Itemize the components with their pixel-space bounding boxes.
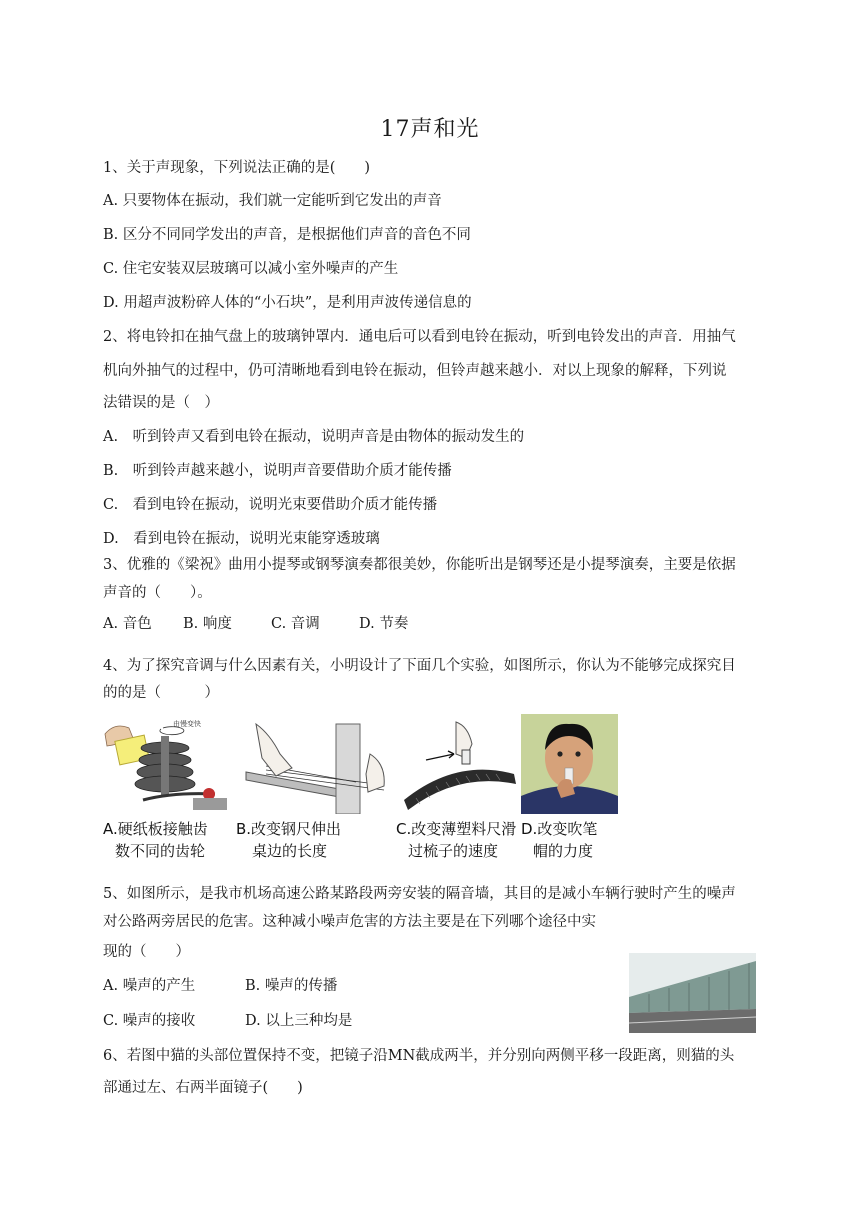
q2-stem-line-3: 法错误的是（ ）: [103, 395, 219, 411]
q2-option-d: D. 看到电铃在振动，说明光束能穿透玻璃: [103, 531, 380, 547]
gear-experiment-icon: [103, 714, 233, 814]
q4-figure-d-caption: D.改变吹笔 帽的力度: [521, 820, 598, 860]
q4-figure-b-caption: B.改变钢尺伸出 桌边的长度: [236, 820, 342, 860]
q4-figure-b: [236, 714, 396, 864]
q5-stem-line-1: 5、如图所示，是我市机场高速公路某路段两旁安装的隔音墙，其目的是减小车辆行驶时产生的噪声: [103, 886, 736, 902]
document-title: 17声和光: [380, 117, 480, 142]
q3-stem-line-2: 声音的（ ）。: [103, 585, 212, 601]
q4-figure-a-caption: A.硬纸板接触齿 数不同的齿轮: [103, 820, 208, 860]
q1-option-c: C. 住宅安装双层玻璃可以减小室外噪声的产生: [103, 261, 399, 277]
q1-stem: 1、关于声现象，下列说法正确的是( ): [103, 160, 371, 176]
q5-stem-line-3: 现的（ ）: [103, 944, 190, 960]
q2-option-c: C. 看到电铃在振动，说明光束要借助介质才能传播: [103, 497, 438, 513]
q2-option-b: B. 听到铃声越来越小，说明声音要借助介质才能传播: [103, 463, 452, 479]
comb-experiment-icon: [396, 714, 520, 814]
q3-option-c: C. 音调: [271, 616, 320, 632]
q3-option-d: D. 节奏: [359, 616, 409, 632]
sound-barrier-photo: [629, 953, 756, 1033]
q2-option-a: A. 听到铃声又看到电铃在振动，说明声音是由物体的振动发生的: [103, 429, 525, 445]
q3-options: [103, 614, 763, 634]
q5-stem-line-2: 对公路两旁居民的危害。这种减小噪声危害的方法主要是在下列哪个途径中实: [103, 914, 596, 930]
ruler-experiment-icon: [236, 714, 396, 814]
q5-option-c: C. 噪声的接收: [103, 1013, 196, 1029]
boy-blowing-pen-cap-photo: [521, 714, 618, 814]
svg-text:由慢变快: 由慢变快: [173, 720, 201, 728]
q2-stem-line-2: 机向外抽气的过程中，仍可清晰地看到电铃在振动，但铃声越来越小．对以上现象的解释，下列说: [103, 363, 727, 379]
q2-stem-line-1: 2、将电铃扣在抽气盘上的玻璃钟罩内．通电后可以看到电铃在振动，听到电铃发出的声音．用抽气: [103, 329, 736, 345]
q3-option-a: A. 音色: [103, 616, 152, 632]
q4-stem-line-2: 的的是（ ）: [103, 685, 219, 701]
q4-figure-c-caption: C.改变薄塑料尺滑 过梳子的速度: [396, 820, 517, 860]
q4-figure-a: [103, 714, 233, 864]
q5-option-a: A. 噪声的产生: [103, 978, 196, 994]
q5-option-d: D. 以上三种均是: [245, 1013, 353, 1029]
q1-option-b: B. 区分不同同学发出的声音，是根据他们声音的音色不同: [103, 227, 471, 243]
q6-stem-line-1: 6、若图中猫的头部位置保持不变，把镜子沿MN截成两半，并分别向两侧平移一段距离，则猫的头: [103, 1048, 735, 1064]
q4-stem-line-1: 4、为了探究音调与什么因素有关，小明设计了下面几个实验，如图所示，你认为不能够完成探究目: [103, 658, 736, 674]
q4-figure-c: [396, 714, 520, 864]
q3-stem-line-1: 3、优雅的《梁祝》曲用小提琴或钢琴演奏都很美妙，你能听出是钢琴还是小提琴演奏，主要是依据: [103, 557, 736, 573]
q1-option-a: A. 只要物体在振动，我们就一定能听到它发出的声音: [103, 193, 442, 209]
q4-figure-d: [521, 714, 621, 864]
q5-option-b: B. 噪声的传播: [245, 978, 338, 994]
q1-option-d: D. 用超声波粉碎人体的“小石块”，是利用声波传递信息的: [103, 295, 472, 311]
q3-option-b: B. 响度: [183, 616, 232, 632]
q6-stem-line-2: 部通过左、右两半面镜子( ): [103, 1080, 303, 1096]
